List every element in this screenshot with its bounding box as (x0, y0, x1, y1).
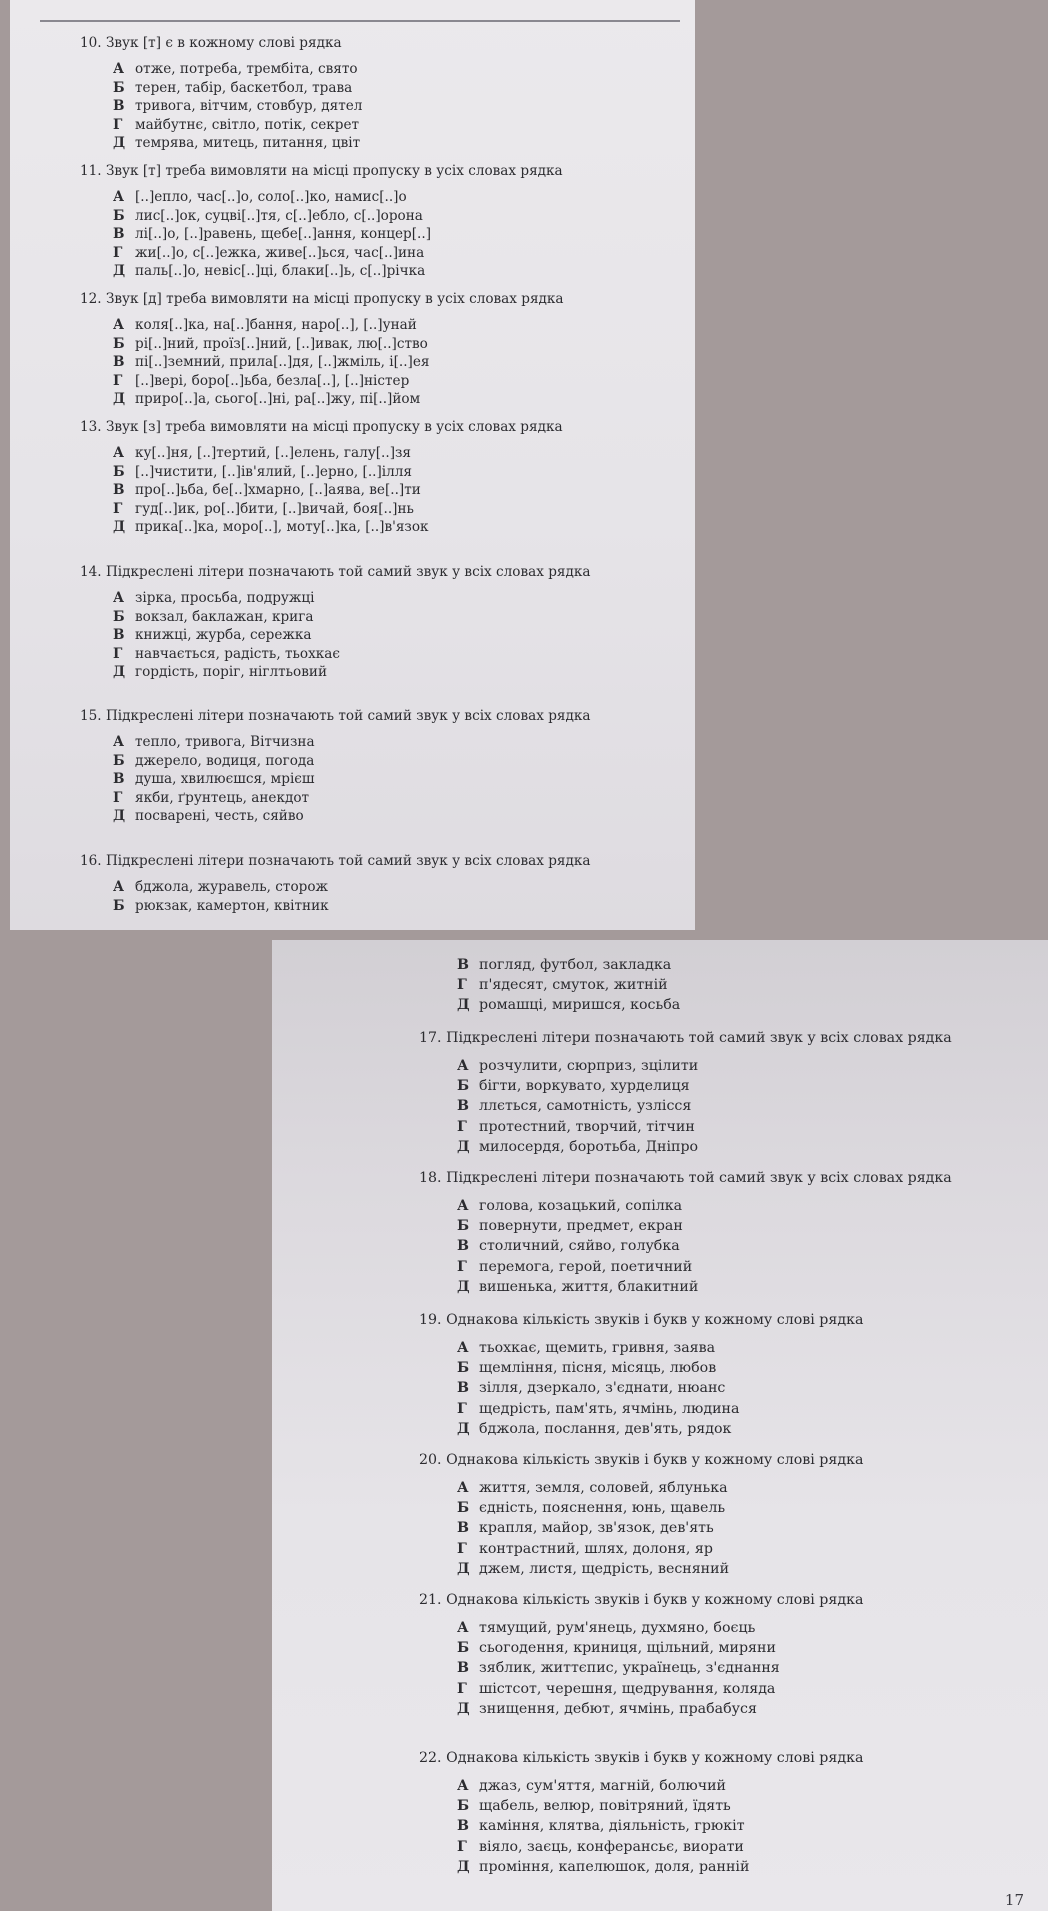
option-letter: Г (457, 1540, 467, 1557)
answer-option (457, 1837, 863, 1857)
answer-option (457, 1137, 952, 1157)
option-letter: Б (457, 1640, 470, 1657)
answer-option (457, 1117, 952, 1137)
option-letter: Д (113, 391, 126, 408)
option-letter: В (113, 771, 125, 788)
option-text: джерело, водиця, погода (135, 752, 315, 769)
option-text: [..]вері, боро[..]ьба, безла[..], [..]ністер (135, 372, 410, 389)
option-letter: В (113, 98, 125, 115)
option-letter: Г (457, 1118, 467, 1135)
option-text: контрастний, шлях, долоня, яр (479, 1540, 713, 1557)
answer-option (457, 1638, 863, 1658)
answer-option (457, 1419, 863, 1439)
option-letter: Г (457, 977, 467, 994)
option-text: паль[..]о, невіс[..]ці, блаки[..]ь, с[..]річка (135, 263, 426, 280)
option-letter: А (113, 590, 125, 606)
answer-options (113, 316, 564, 409)
page-number: 17 (1004, 1891, 1024, 1909)
question-block (419, 1028, 952, 1157)
answer-option (113, 789, 590, 808)
option-letter: В (457, 1098, 469, 1115)
option-text: лі[..]о, [..]равень, щебе[..]ання, концер[..] (135, 226, 431, 243)
option-letter: Б (113, 79, 125, 96)
option-letter: В (457, 1660, 469, 1677)
answer-options (457, 955, 680, 1016)
answer-option (113, 316, 564, 335)
question-block (419, 1450, 863, 1579)
option-letter: Б (113, 335, 125, 352)
answer-options (457, 1056, 952, 1157)
answer-option (113, 60, 362, 79)
option-letter: Г (113, 372, 123, 389)
option-text: погляд, футбол, закладка (479, 957, 672, 973)
question-title: 17. Підкреслені літери позначають той самий звук у всіх словах рядка (419, 1030, 952, 1046)
option-letter: Д (457, 1278, 470, 1295)
option-letter: В (457, 1520, 469, 1537)
option-text: жи[..]о, с[..]ежка, живе[..]ься, час[..]ина (135, 244, 425, 261)
option-letter: А (457, 1480, 469, 1496)
option-letter: В (457, 1818, 469, 1835)
option-text: якби, ґрунтець, анекдот (135, 789, 310, 806)
option-letter: Г (113, 789, 123, 806)
top-page-photo (10, 0, 695, 930)
answer-option (113, 262, 563, 281)
question-16-continued (419, 955, 680, 1016)
option-text: бджола, послання, дев'ять, рядок (479, 1420, 732, 1437)
option-letter: Г (457, 1258, 467, 1275)
option-text: зяблик, життєпис, українець, з'єднання (479, 1660, 780, 1677)
option-text: життя, земля, соловей, яблунька (479, 1480, 728, 1496)
option-letter: Г (457, 1400, 467, 1417)
question-title: 20. Однакова кількість звуків і букв у кожному слові рядка (419, 1452, 864, 1468)
answer-option (113, 335, 564, 354)
question-title: 18. Підкреслені літери позначають той самий звук у всіх словах рядка (419, 1170, 952, 1186)
question-block (80, 34, 362, 153)
option-text: вишенька, життя, блакитний (479, 1278, 699, 1295)
answer-option (457, 1559, 863, 1579)
option-letter: Д (457, 1560, 470, 1577)
answer-option (113, 79, 362, 98)
answer-option (113, 372, 564, 391)
option-letter: А (457, 1778, 469, 1794)
answer-option (113, 188, 563, 207)
answer-options (113, 733, 590, 826)
option-text: джаз, сум'яття, магній, болючий (479, 1778, 726, 1794)
option-text: віяло, заєць, конферансьє, виорати (479, 1838, 744, 1855)
answer-option (113, 897, 590, 916)
question-block (419, 1310, 863, 1439)
question-title: 11. Звук [т] треба вимовляти на місці пропуску в усіх словах рядка (80, 163, 563, 179)
answer-option (457, 1618, 863, 1638)
option-text: душа, хвилюєшся, мрієш (135, 771, 315, 788)
option-letter: Д (113, 135, 126, 152)
question-block (80, 563, 590, 682)
answer-option (457, 1518, 863, 1538)
option-text: пі[..]земний, прила[..]дя, [..]жміль, і[..]ея (135, 354, 430, 371)
option-text: шістсот, черешня, щедрування, коляда (479, 1680, 776, 1697)
answer-option (113, 390, 564, 409)
answer-options (457, 1618, 863, 1719)
option-letter: Б (457, 1500, 470, 1517)
answer-options (113, 878, 590, 915)
option-text: посварені, честь, сяйво (135, 808, 304, 825)
question-block (419, 1748, 863, 1877)
option-letter: Г (457, 1838, 467, 1855)
option-text: сьогодення, криниця, щільний, миряни (479, 1640, 776, 1657)
option-letter: Б (457, 1218, 470, 1235)
option-letter: Д (457, 1138, 470, 1155)
option-text: милосердя, боротьба, Дніпро (479, 1138, 699, 1155)
answer-option (457, 1257, 952, 1277)
answer-option (113, 752, 590, 771)
option-letter: А (113, 189, 125, 205)
answer-option (457, 955, 680, 975)
option-letter: Б (113, 207, 125, 224)
question-title: 21. Однакова кількість звуків і букв у кожному слові рядка (419, 1592, 864, 1608)
option-text: бджола, журавель, сторож (135, 879, 329, 895)
answer-option (113, 518, 563, 537)
option-letter: Д (113, 664, 126, 681)
option-letter: В (113, 226, 125, 243)
answer-option (457, 1498, 863, 1518)
answer-option (457, 1399, 863, 1419)
answer-option (113, 626, 590, 645)
option-text: тривога, вітчим, стовбур, дятел (135, 98, 363, 115)
option-letter: Г (113, 645, 123, 662)
option-letter: Б (457, 1360, 470, 1377)
answer-option (113, 207, 563, 226)
answer-option (113, 134, 362, 153)
option-text: рі[..]ний, проїз[..]ний, [..]ивак, лю[..]ство (135, 335, 428, 352)
answer-option (457, 1699, 863, 1719)
option-letter: Д (457, 1858, 470, 1875)
answer-options (457, 1338, 863, 1439)
option-text: зілля, дзеркало, з'єднати, нюанс (479, 1380, 726, 1397)
option-letter: Д (113, 263, 126, 280)
option-text: протестний, творчий, тітчин (479, 1118, 695, 1135)
answer-option (113, 663, 590, 682)
option-letter: Д (457, 997, 470, 1014)
answer-option (113, 225, 563, 244)
option-text: щабель, велюр, повітряний, їдять (479, 1798, 731, 1815)
answer-option (457, 1478, 863, 1498)
option-letter: А (457, 1058, 469, 1074)
option-text: розчулити, сюрприз, зцілити (479, 1058, 699, 1074)
answer-option (113, 807, 590, 826)
option-text: тямущий, рум'янець, духмяно, боєць (479, 1620, 756, 1636)
answer-option (113, 463, 563, 482)
answer-option (113, 444, 563, 463)
option-text: джем, листя, щедрість, весняний (479, 1560, 730, 1577)
question-title: 13. Звук [з] треба вимовляти на місці пропуску в усіх словах рядка (80, 419, 563, 435)
option-letter: Б (113, 463, 125, 480)
option-text: ллється, самотність, узлісся (479, 1098, 692, 1115)
question-block (80, 852, 590, 915)
answer-option (113, 500, 563, 519)
question-block (80, 290, 564, 409)
answer-option (457, 995, 680, 1015)
option-letter: Д (457, 1420, 470, 1437)
answer-option (457, 1539, 863, 1559)
answer-options (457, 1196, 952, 1297)
answer-option (457, 1196, 952, 1216)
question-title: 14. Підкреслені літери позначають той самий звук у всіх словах рядка (80, 564, 591, 580)
answer-option (457, 1796, 863, 1816)
option-letter: Д (113, 808, 126, 825)
option-text: проміння, капелюшок, доля, ранній (479, 1858, 750, 1875)
answer-option (113, 481, 563, 500)
answer-option (457, 1056, 952, 1076)
option-letter: В (113, 482, 125, 499)
answer-option (457, 1857, 863, 1877)
top-divider (40, 20, 680, 22)
answer-option (457, 1216, 952, 1236)
option-text: зірка, просьба, подружці (135, 590, 315, 606)
option-text: лис[..]ок, суцві[..]тя, с[..]ебло, с[..]орона (135, 207, 423, 224)
answer-option (457, 1776, 863, 1796)
option-letter: Б (113, 897, 125, 914)
question-block (419, 1590, 863, 1719)
option-letter: Б (457, 1798, 470, 1815)
option-text: терен, табір, баскетбол, трава (135, 79, 353, 96)
answer-option (457, 1096, 952, 1116)
answer-option (457, 1277, 952, 1297)
option-text: коля[..]ка, на[..]бання, наро[..], [..]унай (135, 317, 417, 333)
option-letter: А (113, 61, 125, 77)
option-text: рюкзак, камертон, квітник (135, 897, 329, 914)
option-letter: А (457, 1340, 469, 1356)
answer-option (457, 1358, 863, 1378)
option-letter: В (457, 1238, 469, 1255)
option-text: тьохкає, щемить, гривня, заява (479, 1340, 716, 1356)
option-text: ку[..]ня, [..]тертий, [..]елень, галу[..]зя (135, 445, 411, 461)
question-block (80, 707, 590, 826)
answer-options (113, 188, 563, 281)
option-text: голова, козацький, сопілка (479, 1198, 683, 1214)
answer-options (113, 60, 362, 153)
option-text: щемління, пісня, місяць, любов (479, 1360, 717, 1377)
option-letter: В (457, 1380, 469, 1397)
option-text: щедрість, пам'ять, ячмінь, людина (479, 1400, 740, 1417)
answer-option (457, 975, 680, 995)
answer-option (457, 1378, 863, 1398)
question-block (80, 418, 563, 537)
answer-option (457, 1679, 863, 1699)
option-letter: Д (457, 1700, 470, 1717)
option-text: ромашці, миришся, косьба (479, 997, 681, 1014)
option-letter: Г (113, 244, 123, 261)
question-title: 22. Однакова кількість звуків і букв у кожному слові рядка (419, 1750, 864, 1766)
answer-option (457, 1816, 863, 1836)
option-letter: Г (113, 116, 123, 133)
option-letter: Б (457, 1078, 470, 1095)
option-letter: А (113, 445, 125, 461)
answer-option (457, 1658, 863, 1678)
answer-option (457, 1236, 952, 1256)
option-letter: А (113, 879, 125, 895)
question-title: 12. Звук [д] треба вимовляти на місці пропуску в усіх словах рядка (80, 291, 564, 307)
option-text: п'ядесят, смуток, житній (479, 977, 668, 994)
option-text: навчається, радість, тьохкає (135, 645, 340, 662)
option-text: про[..]ьба, бе[..]хмарно, [..]аява, ве[..]ти (135, 482, 421, 499)
option-text: перемога, герой, поетичний (479, 1258, 693, 1275)
option-letter: А (113, 317, 125, 333)
answer-option (113, 608, 590, 627)
option-text: гордість, поріг, ніглтьовий (135, 664, 328, 681)
answer-options (457, 1776, 863, 1877)
option-text: [..]епло, час[..]о, соло[..]ко, намис[..]о (135, 189, 407, 205)
option-text: єдність, пояснення, юнь, щавель (479, 1500, 726, 1517)
answer-options (457, 1478, 863, 1579)
answer-option (113, 589, 590, 608)
option-letter: А (457, 1620, 469, 1636)
option-letter: Г (113, 500, 123, 517)
answer-option (113, 878, 590, 897)
option-letter: Д (113, 519, 126, 536)
option-text: каміння, клятва, діяльність, грюкіт (479, 1818, 745, 1835)
option-text: прика[..]ка, моро[..], моту[..]ка, [..]в'язок (135, 519, 429, 536)
option-text: книжці, журба, сережка (135, 627, 312, 644)
option-text: вокзал, баклажан, крига (135, 608, 314, 625)
question-title: 15. Підкреслені літери позначають той самий звук у всіх словах рядка (80, 708, 591, 724)
answer-options (113, 444, 563, 537)
option-text: повернути, предмет, екран (479, 1218, 683, 1235)
question-title: 10. Звук [т] є в кожному слові рядка (80, 35, 342, 51)
answer-option (113, 733, 590, 752)
option-text: столичний, сяйво, голубка (479, 1238, 680, 1255)
question-block (419, 1168, 952, 1297)
option-letter: А (457, 1198, 469, 1214)
option-letter: Г (457, 1680, 467, 1697)
bottom-page-photo (272, 940, 1048, 1911)
option-text: майбутнє, світло, потік, секрет (135, 116, 360, 133)
option-text: темрява, митець, питання, цвіт (135, 135, 361, 152)
answer-option (457, 1076, 952, 1096)
answer-option (113, 770, 590, 789)
answer-options (113, 589, 590, 682)
option-text: гуд[..]ик, ро[..]бити, [..]вичай, боя[..]нь (135, 500, 414, 517)
option-letter: В (457, 957, 469, 973)
question-title: 19. Однакова кількість звуків і букв у кожному слові рядка (419, 1312, 864, 1328)
option-text: тепло, тривога, Вітчизна (135, 734, 315, 750)
answer-option (113, 244, 563, 263)
option-text: отже, потреба, трембіта, свято (135, 61, 358, 77)
option-letter: Б (113, 752, 125, 769)
option-text: [..]чистити, [..]ів'ялий, [..]ерно, [..]ілля (135, 463, 412, 480)
question-title: 16. Підкреслені літери позначають той самий звук у всіх словах рядка (80, 853, 591, 869)
answer-option (113, 353, 564, 372)
answer-option (113, 645, 590, 664)
option-letter: В (113, 354, 125, 371)
answer-option (457, 1338, 863, 1358)
option-letter: В (113, 627, 125, 644)
option-text: знищення, дебют, ячмінь, прабабуся (479, 1700, 757, 1717)
option-text: приро[..]а, сього[..]ні, ра[..]жу, пі[..]йом (135, 391, 421, 408)
option-text: бігти, воркувато, хурделиця (479, 1078, 690, 1095)
option-text: крапля, майор, зв'язок, дев'ять (479, 1520, 714, 1537)
question-block (80, 162, 563, 281)
option-letter: А (113, 734, 125, 750)
option-letter: Б (113, 608, 125, 625)
answer-option (113, 97, 362, 116)
answer-option (113, 116, 362, 135)
